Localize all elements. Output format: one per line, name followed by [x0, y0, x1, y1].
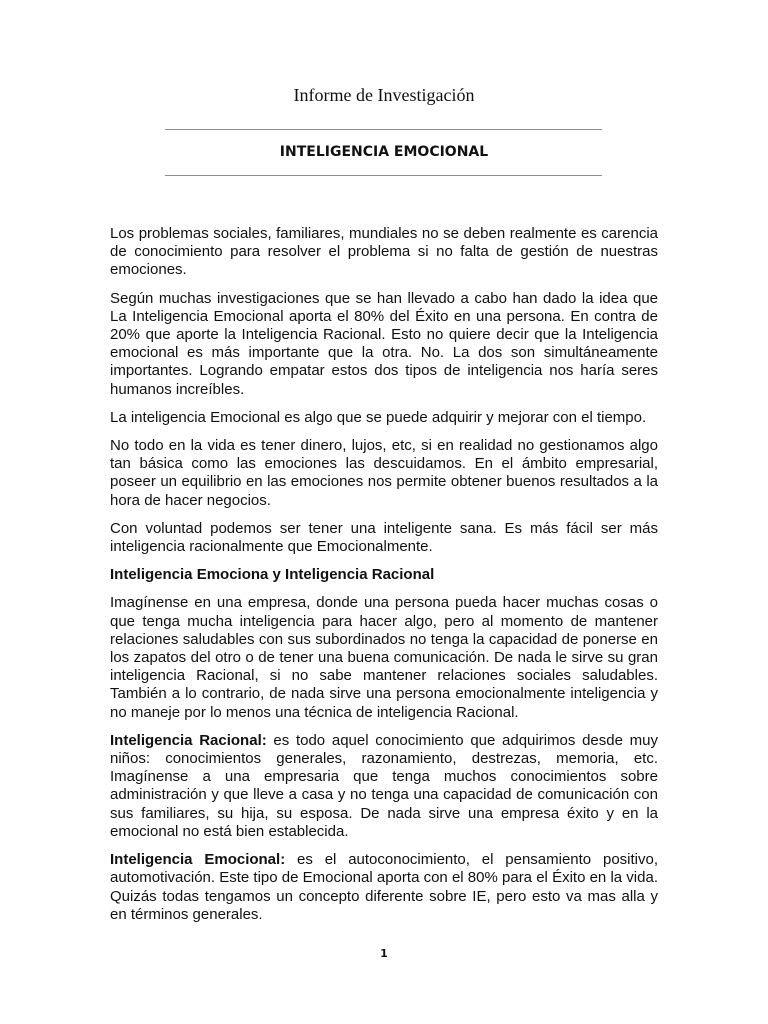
term-inteligencia-racional: Inteligencia Racional: — [110, 731, 267, 749]
page-number: 1 — [380, 947, 388, 960]
document-body — [110, 225, 658, 934]
paragraph-1: Los problemas sociales, familiares, mundiales no se deben realmente es carencia de conocimiento para resolver el problema si no falta de gestión de nuestras emociones. — [110, 225, 658, 279]
paragraph-5: Con voluntad podemos ser tener una inteligente sana. Es más fácil ser más inteligencia racionalmente que Emocionalmente. — [110, 519, 658, 556]
paragraph-7 — [110, 732, 658, 841]
title-top-rule — [165, 129, 602, 130]
document-title: INTELIGENCIA EMOCIONAL — [279, 144, 489, 160]
paragraph-2: Según muchas investigaciones que se han llevado a cabo han dado la idea que La Inteligencia Emocional aporta el 80% del Éxito en una persona. En contra de 20% que aporte la Inteligencia Racional. Esto no quiere decir que la Inteligencia emocional es más importante que la otra. No. La dos son simultáneamente importantes. Logrando empatar estos dos tipos de inteligencia nos haría seres humanos increíbles. — [110, 289, 658, 398]
term-inteligencia-emocional: Inteligencia Emocional: — [110, 851, 286, 869]
title-bottom-rule — [165, 175, 602, 176]
paragraph-7-text: es todo aquel conocimiento que adquirimos desde muy niños: conocimientos generales, razonamiento, destrezas, memoria, etc. Imagínense a una empresaria que tenga muchos conocimientos sobre administración y que lleve a casa y no tenga una capacidad de comunicación con sus familiares, su hija, su esposa. De nada sirve una empresa éxito y en la emocional no está bien establecida. — [110, 731, 658, 840]
paragraph-4: No todo en la vida es tener dinero, lujos, etc, si en realidad no gestionamos algo tan básica como las emociones las descuidamos. En el ámbito empresarial, poseer un equilibrio en las emociones nos permite obtener buenos resultados a la hora de hacer negocios. — [110, 437, 658, 509]
paragraph-6: Imagínense en una empresa, donde una persona pueda hacer muchas cosas o que tenga mucha inteligencia para hacer algo, pero al momento de mantener relaciones saludables con sus subordinados no tenga la capacidad de ponerse en los zapatos del otro o de tener una buena comunicación. De nada le sirve su gran inteligencia Racional, si no sabe mantener relaciones sociales saludables. También a lo contrario, de nada sirve una persona emocionalmente inteligencia y no maneje por lo menos una técnica de inteligencia Racional. — [110, 594, 658, 721]
paragraph-8-text: es el autoconocimiento, el pensamiento positivo, automotivación. Este tipo de Emocional aporta con el 80% para el Éxito en la vida. Quizás todas tengamos un concepto diferente sobre IE, pero esto va mas alla y en términos generales. — [110, 851, 658, 923]
paragraph-3: La inteligencia Emocional es algo que se puede adquirir y mejorar con el tiempo. — [110, 408, 647, 426]
paragraph-8 — [110, 851, 658, 924]
section-heading: Inteligencia Emociona y Inteligencia Racional — [110, 566, 435, 584]
report-title: Informe de Investigación — [293, 85, 475, 105]
